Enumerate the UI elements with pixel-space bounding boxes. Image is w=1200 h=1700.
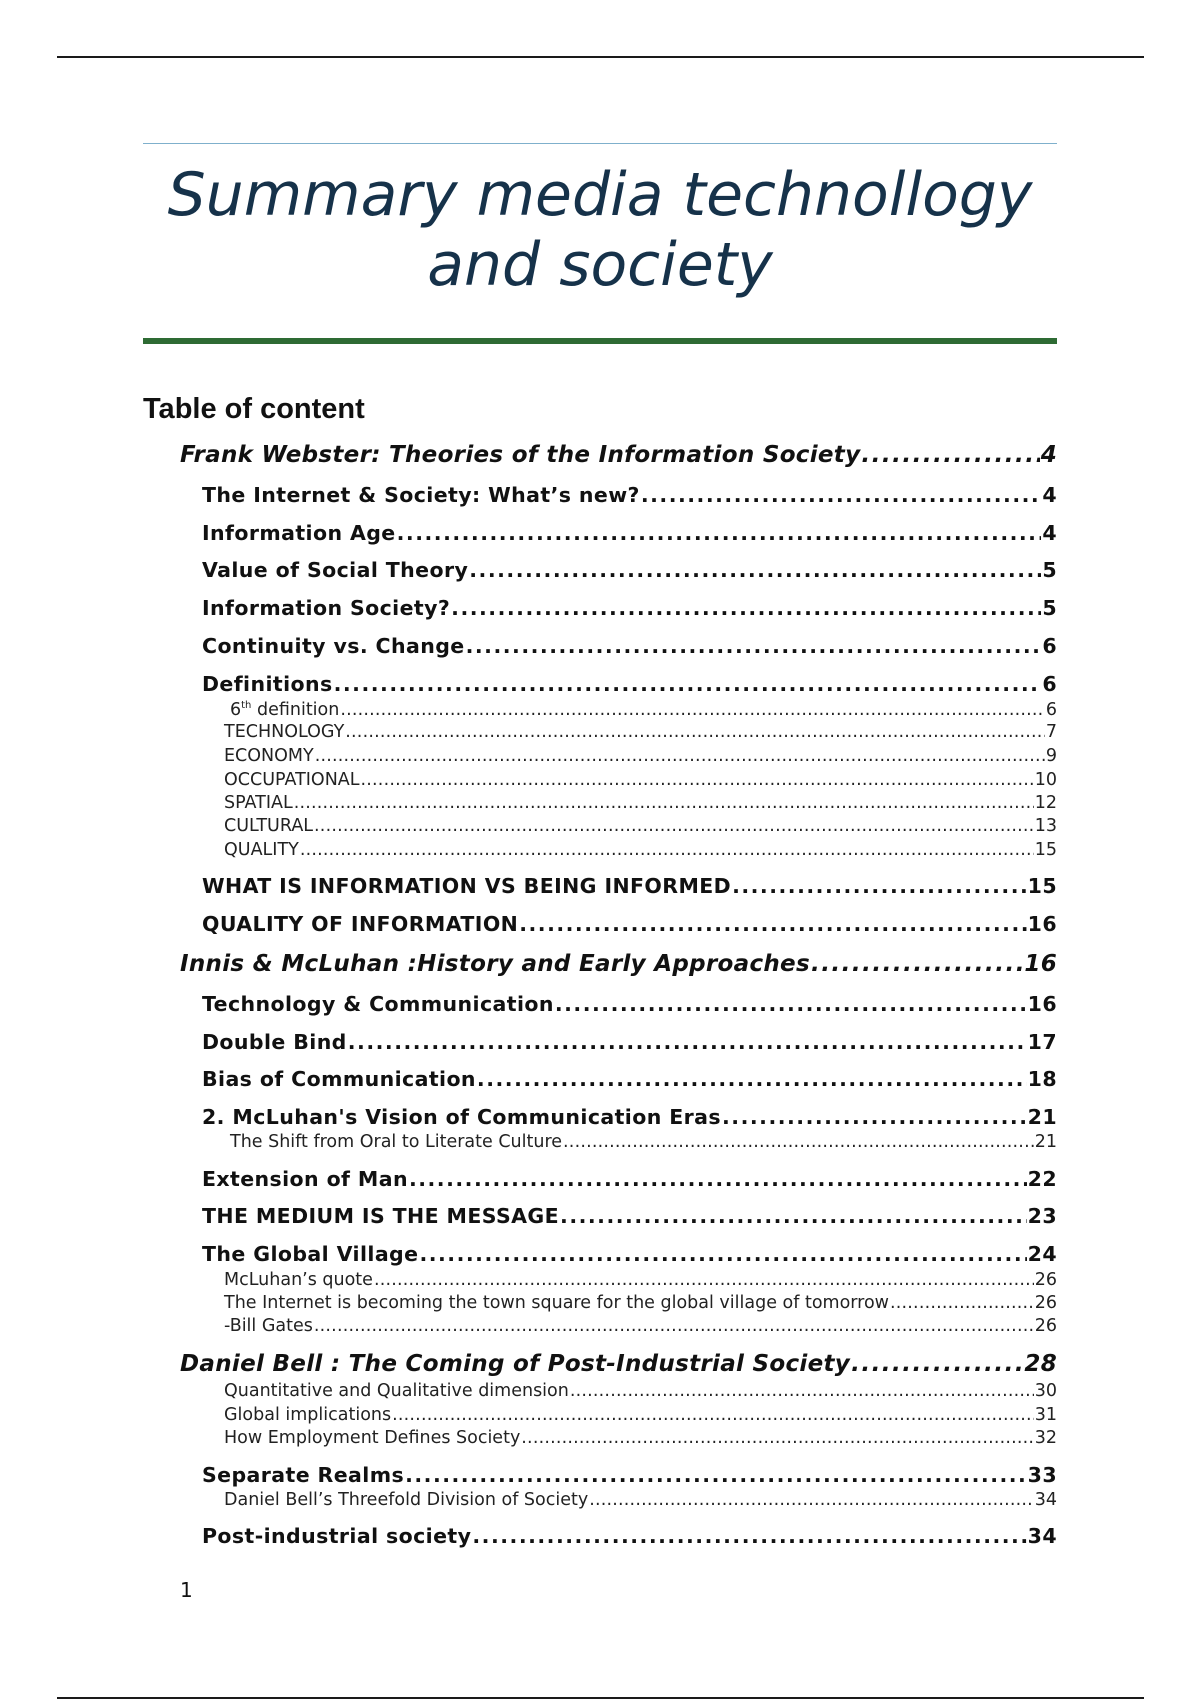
toc-entry-label: Value of Social Theory [202,558,469,582]
toc-entry-page: 34 [1027,1524,1057,1548]
toc-entry[interactable] [180,949,1057,979]
toc-entry-page: 28 [1024,1351,1057,1377]
toc-entry-label: Information Society? [202,596,451,620]
toc-entry-page: 32 [1034,1428,1057,1448]
toc-entry-page: 15 [1034,840,1057,860]
toc-heading: Table of content [143,393,365,425]
toc-entry-page: 12 [1034,793,1057,813]
toc-entry-page: 26 [1034,1270,1057,1290]
toc-entry-label: Separate Realms [202,1463,405,1487]
toc-leader-dots [560,1202,1027,1230]
toc-leader-dots [519,910,1026,938]
toc-leader-dots [397,519,1042,547]
toc-entry[interactable] [202,632,1057,660]
toc-entry[interactable] [202,1522,1057,1550]
toc-entry[interactable] [202,990,1057,1018]
toc-leader-dots [340,699,1045,721]
toc-leader-dots [392,1404,1034,1426]
toc-entry[interactable] [224,1427,1057,1449]
toc-entry-page: 13 [1034,816,1057,836]
toc-leader-dots [722,1103,1027,1131]
toc-entry[interactable] [224,1269,1057,1291]
toc-entry-label: CULTURAL [224,816,314,836]
toc-leader-dots [472,1522,1026,1550]
toc-entry[interactable] [224,815,1057,837]
toc-entry-label: Information Age [202,521,396,545]
toc-entry-page: 15 [1027,874,1057,898]
toc-leader-dots [334,670,1042,698]
toc-entry-label: OCCUPATIONAL [224,770,360,790]
toc-entry[interactable] [202,594,1057,622]
toc-entry[interactable] [224,1380,1057,1402]
toc-entry-label: Innis & McLuhan :History and Early Approaches [180,951,810,977]
toc-leader-dots [361,769,1034,791]
toc-entry-page: 6 [1042,634,1057,658]
toc-leader-dots [563,1131,1034,1153]
toc-leader-dots [890,1292,1034,1314]
toc-entry[interactable] [180,1349,1057,1379]
toc-leader-dots [314,815,1034,837]
toc-entry[interactable] [224,1404,1057,1426]
toc-entry-label: -Bill Gates [224,1316,313,1336]
toc-entry[interactable] [224,769,1057,791]
toc-entry-page: 30 [1034,1381,1057,1401]
toc-entry-label: WHAT IS INFORMATION VS BEING INFORMED [202,874,732,898]
toc-entry-label: The Internet & Society: What’s new? [202,483,640,507]
toc-entry-label: McLuhan’s quote [224,1270,373,1290]
toc-leader-dots [641,481,1042,509]
toc-entry[interactable] [230,699,1057,721]
toc-entry-page: 33 [1027,1463,1057,1487]
toc-leader-dots [851,1349,1023,1379]
toc-entry-label: Double Bind [202,1030,347,1054]
toc-entry-label: The Internet is becoming the town square for the global village of tomorrow [224,1293,889,1313]
toc-leader-dots [374,1269,1034,1291]
toc-leader-dots [570,1380,1034,1402]
toc-leader-dots [589,1489,1034,1511]
toc-entry-label: The Global Village [202,1242,419,1266]
toc-entry-page: 6 [1042,672,1057,696]
toc-entry-label: The Shift from Oral to Literate Culture [230,1132,563,1152]
toc-entry-page: 5 [1042,558,1057,582]
toc-entry-label: How Employment Defines Society [224,1428,521,1448]
toc-entry-page: 21 [1034,1132,1057,1152]
toc-entry-label: Extension of Man [202,1167,408,1191]
toc-leader-dots [521,1427,1033,1449]
toc-leader-dots [294,792,1034,814]
toc-entry[interactable] [224,745,1057,767]
toc-entry-label: Bias of Communication [202,1067,476,1091]
toc-leader-dots [419,1240,1026,1268]
toc-entry[interactable] [202,1065,1057,1093]
toc-entry[interactable] [202,1240,1057,1268]
toc-entry[interactable] [202,1202,1057,1230]
toc-entry-page: 4 [1042,521,1057,545]
toc-entry-label: Daniel Bell’s Threefold Division of Society [224,1490,589,1510]
toc-entry-page: 9 [1045,746,1057,766]
toc-leader-dots [466,632,1042,660]
toc-entry[interactable] [224,792,1057,814]
toc-entry-page: 16 [1027,912,1057,936]
toc-entry-label: Global implications [224,1405,392,1425]
toc-entry[interactable] [224,1315,1057,1337]
toc-entry-label: THE MEDIUM IS THE MESSAGE [202,1204,560,1228]
toc-leader-dots [409,1165,1027,1193]
toc-entry-label: QUALITY OF INFORMATION [202,912,519,936]
toc-entry[interactable] [180,440,1057,470]
toc-leader-dots [732,872,1027,900]
page-number: 1 [180,1578,193,1602]
toc-entry[interactable] [202,1461,1057,1489]
toc-leader-dots [555,990,1027,1018]
page-bottom-rule [57,1697,1144,1699]
toc-entry-label: ECONOMY [224,746,314,766]
toc-entry-label: Quantitative and Qualitative dimension [224,1381,569,1401]
document-title: Summary media technollogy and society [167,160,1033,300]
toc-entry-label: SPATIAL [224,793,293,813]
toc-leader-dots [405,1461,1027,1489]
toc-entry[interactable] [202,1165,1057,1193]
toc-entry-label: Post-industrial society [202,1524,472,1548]
toc-entry[interactable] [224,1292,1057,1314]
toc-entry-page: 31 [1034,1405,1057,1425]
toc-leader-dots [477,1065,1027,1093]
toc-leader-dots [451,594,1041,622]
toc-entry-page: 7 [1045,722,1057,742]
toc-leader-dots [345,721,1045,743]
toc-entry-page: 5 [1042,596,1057,620]
toc-entry[interactable] [230,1131,1057,1153]
toc-leader-dots [469,556,1041,584]
toc-entry-label: TECHNOLOGY [224,722,345,742]
toc-leader-dots [300,839,1034,861]
toc-entry[interactable] [202,556,1057,584]
toc-entry-label: 6th definition [230,700,340,720]
toc-entry[interactable] [224,1489,1057,1511]
toc-entry-page: 4 [1042,483,1057,507]
toc-entry-page: 17 [1027,1030,1057,1054]
toc-entry[interactable] [202,670,1057,698]
toc-entry-label: Definitions [202,672,333,696]
toc-entry-page: 26 [1034,1316,1057,1336]
toc-leader-dots [811,949,1023,979]
toc-entry-page: 18 [1027,1067,1057,1091]
toc-entry-page: 16 [1024,951,1057,977]
toc-entry-label: 2. McLuhan's Vision of Communication Eras [202,1105,721,1129]
toc-entry[interactable] [202,1028,1057,1056]
toc-leader-dots [315,745,1045,767]
toc-entry-label: Daniel Bell : The Coming of Post-Industrial Society [180,1351,851,1377]
toc-entry-page: 26 [1034,1293,1057,1313]
toc-entry-page: 4 [1040,442,1057,468]
toc-entry-page: 22 [1027,1167,1057,1191]
toc-entry-label: Frank Webster: Theories of the Information Society [180,442,861,468]
toc-entry[interactable] [202,872,1057,900]
toc-entry-page: 21 [1027,1105,1057,1129]
toc-entry[interactable] [202,1103,1057,1131]
toc-entry[interactable] [202,519,1057,547]
toc-entry-label: Continuity vs. Change [202,634,465,658]
toc-entry[interactable] [202,910,1057,938]
toc-entry[interactable] [224,839,1057,861]
toc-entry-page: 34 [1034,1490,1057,1510]
toc-entry[interactable] [224,721,1057,743]
toc-entry-label: Technology & Communication [202,992,554,1016]
toc-entry-page: 10 [1034,770,1057,790]
toc-leader-dots [861,440,1039,470]
toc-entry[interactable] [202,481,1057,509]
toc-entry-page: 23 [1027,1204,1057,1228]
toc-leader-dots [314,1315,1034,1337]
toc-entry-page: 6 [1045,700,1057,720]
toc-entry-page: 24 [1027,1242,1057,1266]
toc-entry-page: 16 [1027,992,1057,1016]
toc-entry-label: QUALITY [224,840,299,860]
toc-leader-dots [348,1028,1027,1056]
